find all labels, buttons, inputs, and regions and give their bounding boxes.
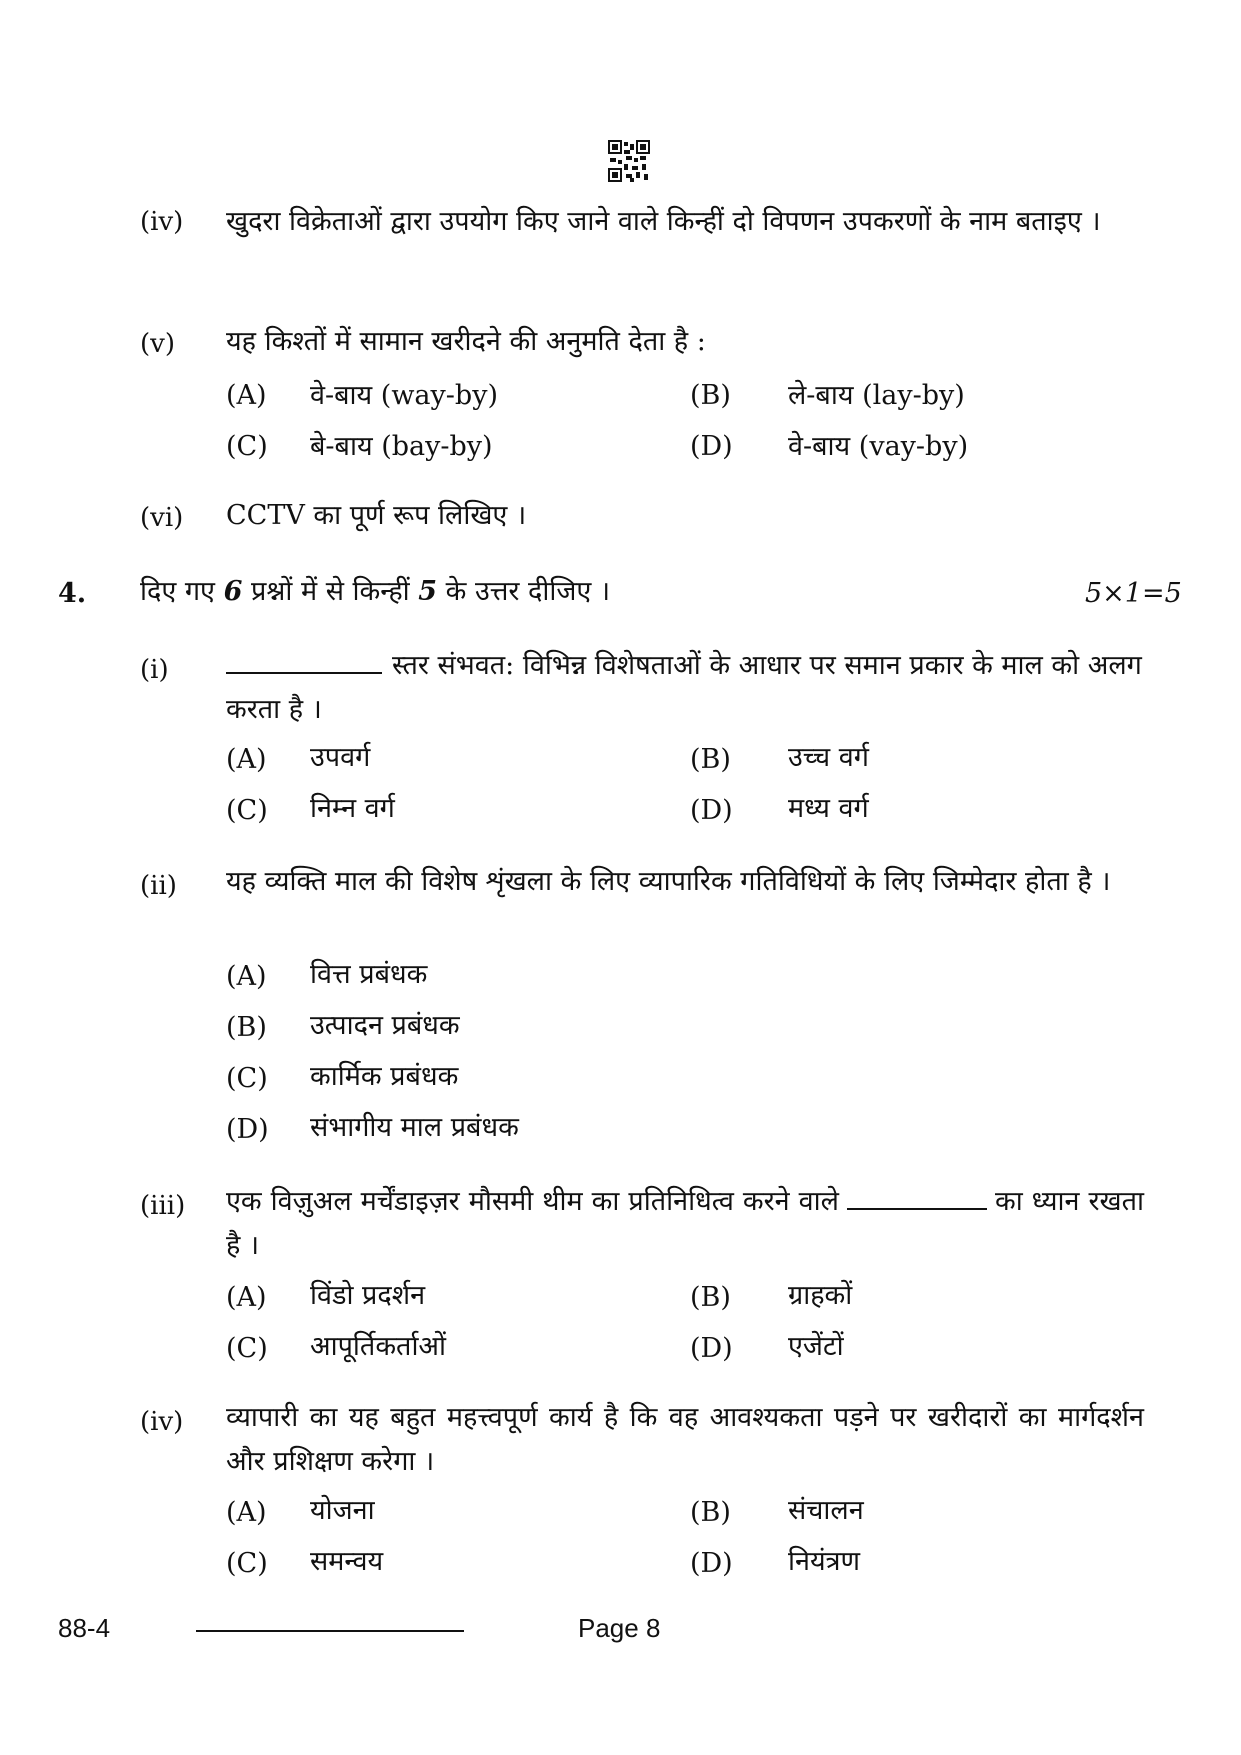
option-text: संचालन: [788, 1495, 864, 1526]
q4-item-i-text: स्तर संभवत: विभिन्न विशेषताओं के आधार पर समान प्रकार के माल को अलग करता है ।: [226, 650, 1142, 725]
answer-blank: [847, 1186, 987, 1210]
prev-item-v-text: यह किश्तों में सामान खरीदने की अनुमति देता है :: [226, 326, 706, 357]
option-key: (B): [226, 1012, 267, 1043]
prev-item-vi-text: CCTV का पूर्ण रूप लिखिए ।: [226, 500, 527, 531]
option-text: ले-बाय (lay-by): [788, 380, 965, 411]
option-key: (C): [226, 1333, 268, 1364]
option-text: वे-बाय (way-by): [310, 380, 498, 411]
option-key: (A): [226, 744, 267, 775]
q4-item-i-label: (i): [140, 655, 169, 685]
option-key: (B): [690, 1282, 731, 1313]
option-text: वित्त प्रबंधक: [310, 959, 428, 990]
option-key: (A): [226, 380, 267, 411]
option-key: (D): [226, 1114, 269, 1145]
footer-divider: [196, 1630, 464, 1632]
option-key: (B): [690, 380, 731, 411]
question-marks: 5×1=5: [1085, 578, 1182, 609]
option-text: उच्च वर्ग: [788, 742, 869, 773]
option-text: ग्राहकों: [788, 1280, 853, 1311]
option-key: (C): [226, 1063, 268, 1094]
qr-code-icon: [608, 140, 650, 182]
prev-item-iv-text: खुदरा विक्रेताओं द्वारा उपयोग किए जाने वाले किन्हीं दो विपणन उपकरणों के नाम बताइए ।: [226, 206, 1101, 237]
option-text: उत्पादन प्रबंधक: [310, 1010, 460, 1041]
option-text: वे-बाय (vay-by): [788, 431, 969, 462]
footer-code: 88-4: [58, 1613, 111, 1643]
option-text: एजेंटों: [788, 1331, 844, 1362]
option-text: कार्मिक प्रबंधक: [310, 1061, 459, 1092]
option-text: निम्न वर्ग: [310, 793, 395, 824]
option-text: समन्वय: [310, 1546, 384, 1577]
page-number: Page 8: [578, 1613, 661, 1643]
option-text: योजना: [310, 1495, 375, 1526]
option-key: (D): [690, 1548, 733, 1579]
option-key: (B): [690, 1497, 731, 1528]
option-text: विंडो प्रदर्शन: [310, 1280, 426, 1311]
answer-blank: [226, 650, 382, 674]
question-number: 4.: [58, 578, 87, 609]
option-text: नियंत्रण: [788, 1546, 861, 1577]
q4-item-ii-label: (ii): [140, 871, 177, 901]
option-key: (B): [690, 744, 731, 775]
q4-item-iii-label: (iii): [140, 1191, 186, 1221]
option-key: (C): [226, 1548, 268, 1579]
option-key: (C): [226, 431, 268, 462]
q4-item-iv-text: व्यापारी का यह बहुत महत्त्वपूर्ण कार्य है कि वह आवश्यकता पड़ने पर खरीदारों का मार्गदर्शन और प्रशिक्षण करेगा ।: [226, 1402, 1144, 1477]
option-text: आपूर्तिकर्ताओं: [310, 1331, 447, 1362]
option-text: संभागीय माल प्रबंधक: [310, 1112, 519, 1143]
option-text: उपवर्ग: [310, 742, 371, 773]
option-text: बे-बाय (bay-by): [310, 431, 493, 462]
prev-item-vi-label: (vi): [140, 503, 184, 533]
option-key: (C): [226, 795, 268, 826]
option-key: (D): [690, 795, 733, 826]
option-key: (A): [226, 1282, 267, 1313]
q4-item-iii-text: एक विज़ुअल मर्चेंडाइज़र मौसमी थीम का प्रतिनिधित्व करने वाले का ध्यान रखता है ।: [226, 1186, 1144, 1261]
question-instruction: दिए गए 6 प्रश्नों में से किन्हीं 5 के उत्तर दीजिए ।: [140, 576, 611, 607]
option-key: (A): [226, 1497, 267, 1528]
prev-item-v-label: (v): [140, 329, 175, 359]
prev-item-iv-label: (iv): [140, 207, 184, 237]
q4-item-iv-label: (iv): [140, 1407, 184, 1437]
q4-item-ii-text: यह व्यक्ति माल की विशेष शृंखला के लिए व्यापारिक गतिविधियों के लिए जिम्मेदार होता है ।: [226, 866, 1111, 897]
option-key: (D): [690, 1333, 733, 1364]
option-key: (D): [690, 431, 733, 462]
option-text: मध्य वर्ग: [788, 793, 869, 824]
option-key: (A): [226, 961, 267, 992]
